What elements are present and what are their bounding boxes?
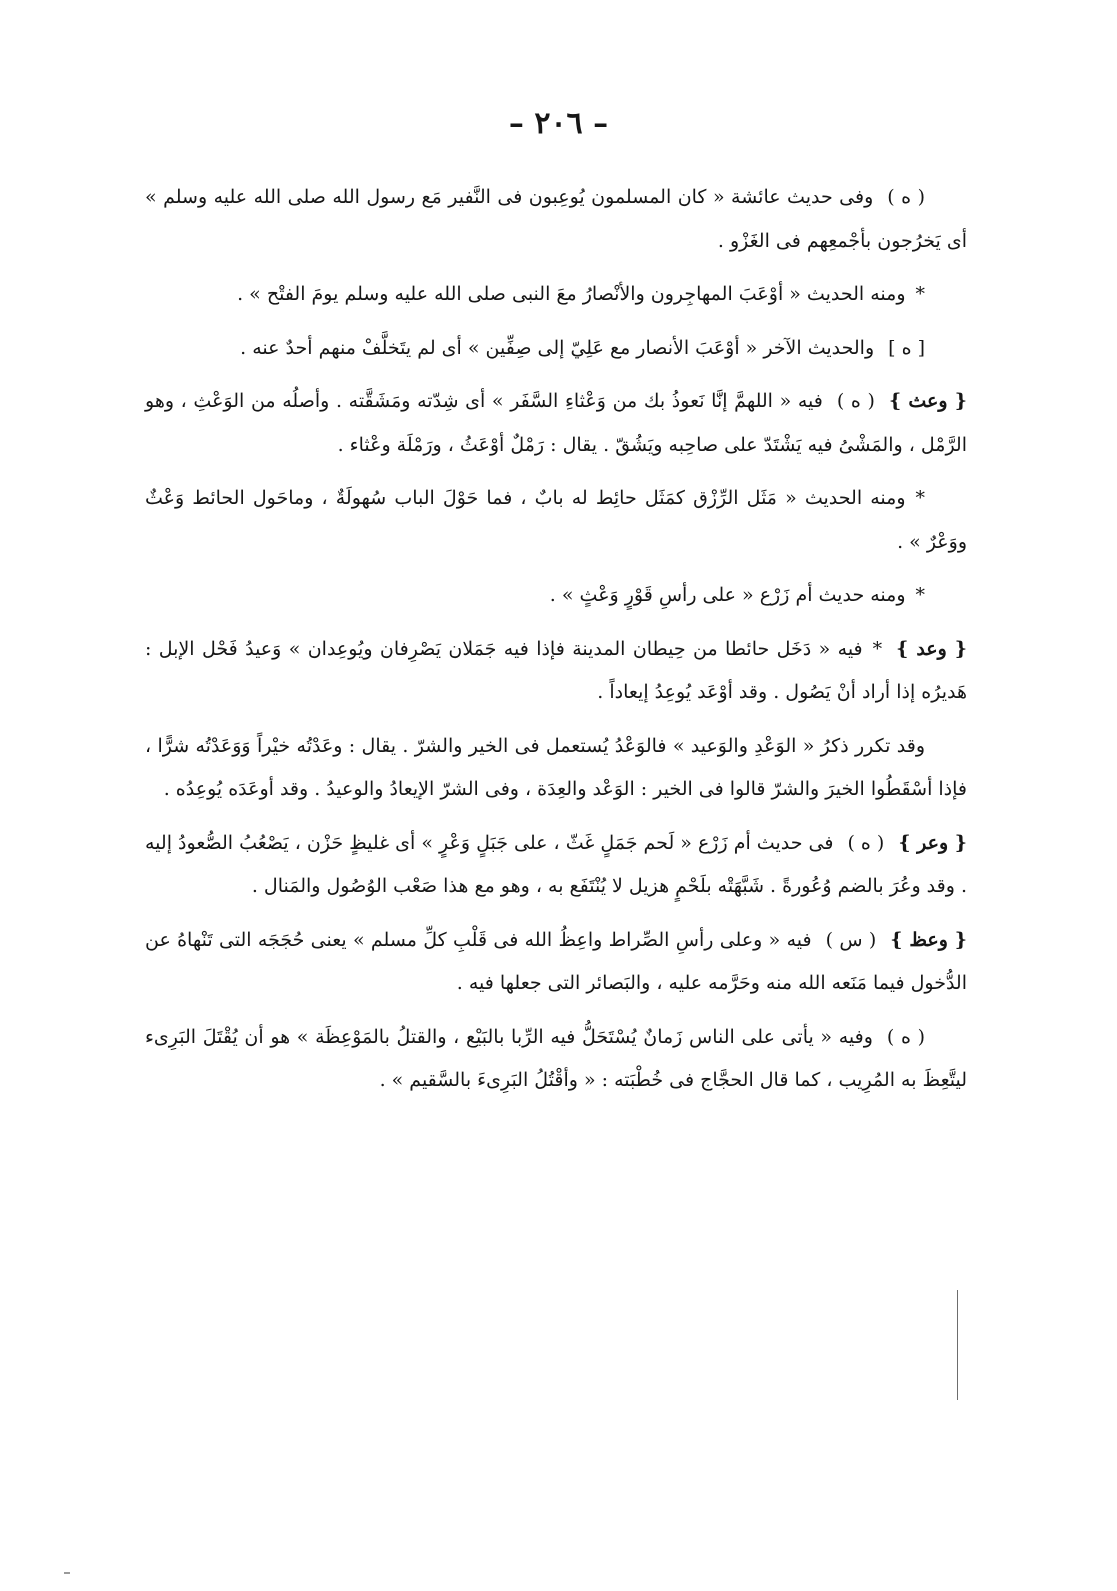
star-marker: * [915, 487, 925, 509]
paragraph [145, 327, 967, 371]
paragraph-text: فيه « اللهمَّ إنَّا نَعوذُ بك من وَعْثاءِ السَّفَر » أى شِدّته ومَشَقَّته . وأصلُه من الوَعْثِ ، وهو الرَّمْل ، والمَشْىُ فيه يَشْتَدّ على صاحِبه ويَشُقّ . يقال : رَمْلٌ أوْعَثُ ، ورَمْلَة وعْثاء . [145, 390, 967, 456]
paragraph [145, 477, 967, 564]
paragraph [145, 822, 967, 909]
source-marker: [ ه ] [888, 336, 925, 359]
source-marker: ( ه ) [886, 1025, 925, 1048]
star-marker: * [915, 584, 925, 606]
source-marker: ( ه ) [836, 390, 875, 412]
paragraph [145, 1016, 967, 1103]
entry-headword: { وعث } [888, 390, 968, 412]
entry-headword: { وعد } [896, 637, 967, 660]
margin-rule [957, 1290, 958, 1400]
paragraph [145, 628, 967, 715]
paragraph-text: وفيه « يأتى على الناس زَمانٌ يُسْتَحَلُّ فيه الرِّبا بالبَيْع ، والقتلُ بالمَوْعِظَة » هو أن يُقْتَلَ البَرِىء ليتَّعِظَ به المُرِيب ، كما قال الحجَّاج فى خُطْبَته : « وأقْتُلُ البَرِىءَ بالسَّقيم » . [145, 1025, 967, 1091]
page-number: – ٢٠٦ – [508, 106, 609, 141]
paragraph-text: فيه « وعلى رأسِ الصِّراط واعِظُ الله فى قَلْبِ كلِّ مسلم » يعنى حُجَجَه التى تَنْهاهُ عن الدُّخول فيما مَنَعه الله منه وحَرَّمه عليه ، والبَصائر التى جعلها فيه . [145, 928, 967, 994]
source-marker: ( ه ) [847, 831, 885, 854]
star-marker: * [872, 637, 883, 660]
paragraph [145, 725, 967, 812]
paragraph-text: وقد تكرر ذكرُ « الوَعْدِ والوَعيد » فالوَعْدُ يُستعمل فى الخير والشرّ . يقال : وعَدْتُه خيْراً وَوَعَدْتُه شرًّا ، فإذا أسْقَطُوا الخيرَ والشرّ قالوا فى الخير : الوَعْد والعِدَة ، وفى الشرّ الإيعادُ والوعيدُ . وقد أوعَدَه يُوعِدُه . [145, 734, 967, 800]
paragraph [145, 574, 967, 618]
paragraph-text: ومنه الحديث « مَثَل الرِّزْق كمَثَل حائِط له بابٌ ، فما حَوْلَ الباب سُهولَةٌ ، وماحَول الحائط وَعْثٌ ووَعْرٌ » . [145, 487, 967, 553]
star-marker: * [915, 283, 925, 305]
paragraph [145, 380, 967, 467]
paragraph-text: فيه « دَخَل حائطا من حِيطان المدينة فإذا فيه جَمَلان يَصْرِفان ويُوعِدان » وَعيدُ فَحْل الإبل : هَديرُه إذا أراد أنْ يَصُول . وقد أوْعَد يُوعِدُ إيعاداً . [145, 637, 967, 703]
paragraph-text: وفى حديث عائشة « كان المسلمون يُوعِبون فى النَّفير مَع رسول الله صلى الله عليه وسلم » أى يَخرُجون بأجْمعِهم فى الغَزْو . [145, 186, 967, 252]
paragraph [145, 919, 967, 1006]
entry-text-block [145, 176, 967, 1113]
source-marker: ( ه ) [887, 186, 925, 208]
entry-headword: { وعظ } [890, 928, 967, 951]
scan-speck [64, 1572, 70, 1574]
paragraph-text: ومنه الحديث « أوْعَبَ المهاجِرون والأنْصارُ معَ النبى صلى الله عليه وسلم يومَ الفتْح » . [237, 283, 906, 305]
paragraph [145, 273, 967, 317]
paragraph [145, 176, 967, 263]
paragraph-text: فى حديث أم زَرْع « لَحم جَمَلٍ غَثّ ، على جَبَلٍ وَعْرٍ » أى غليظٍ حَزْن ، يَصْعُبُ الصُّعودُ إليه . وقد وعُرَ بالضم وُعُورةً . شَبَّهَتْه بلَحْمٍ هزيل لا يُنْتَفَع به ، وهو مع هذا صَعْب الوُصُول والمَنال . [145, 831, 967, 897]
source-marker: ( س ) [825, 928, 877, 951]
paragraph-text: والحديث الآخر « أوْعَبَ الأنصار مع عَلِيّ إلى صِفِّين » أى لم يتَخلَّفْ منهم أحدٌ عنه . [240, 336, 875, 359]
entry-headword: { وعر } [898, 831, 968, 854]
paragraph-text: ومنه حديث أم زَرْع « على رأسِ قَوْرٍ وَعْثٍ » . [549, 584, 906, 606]
